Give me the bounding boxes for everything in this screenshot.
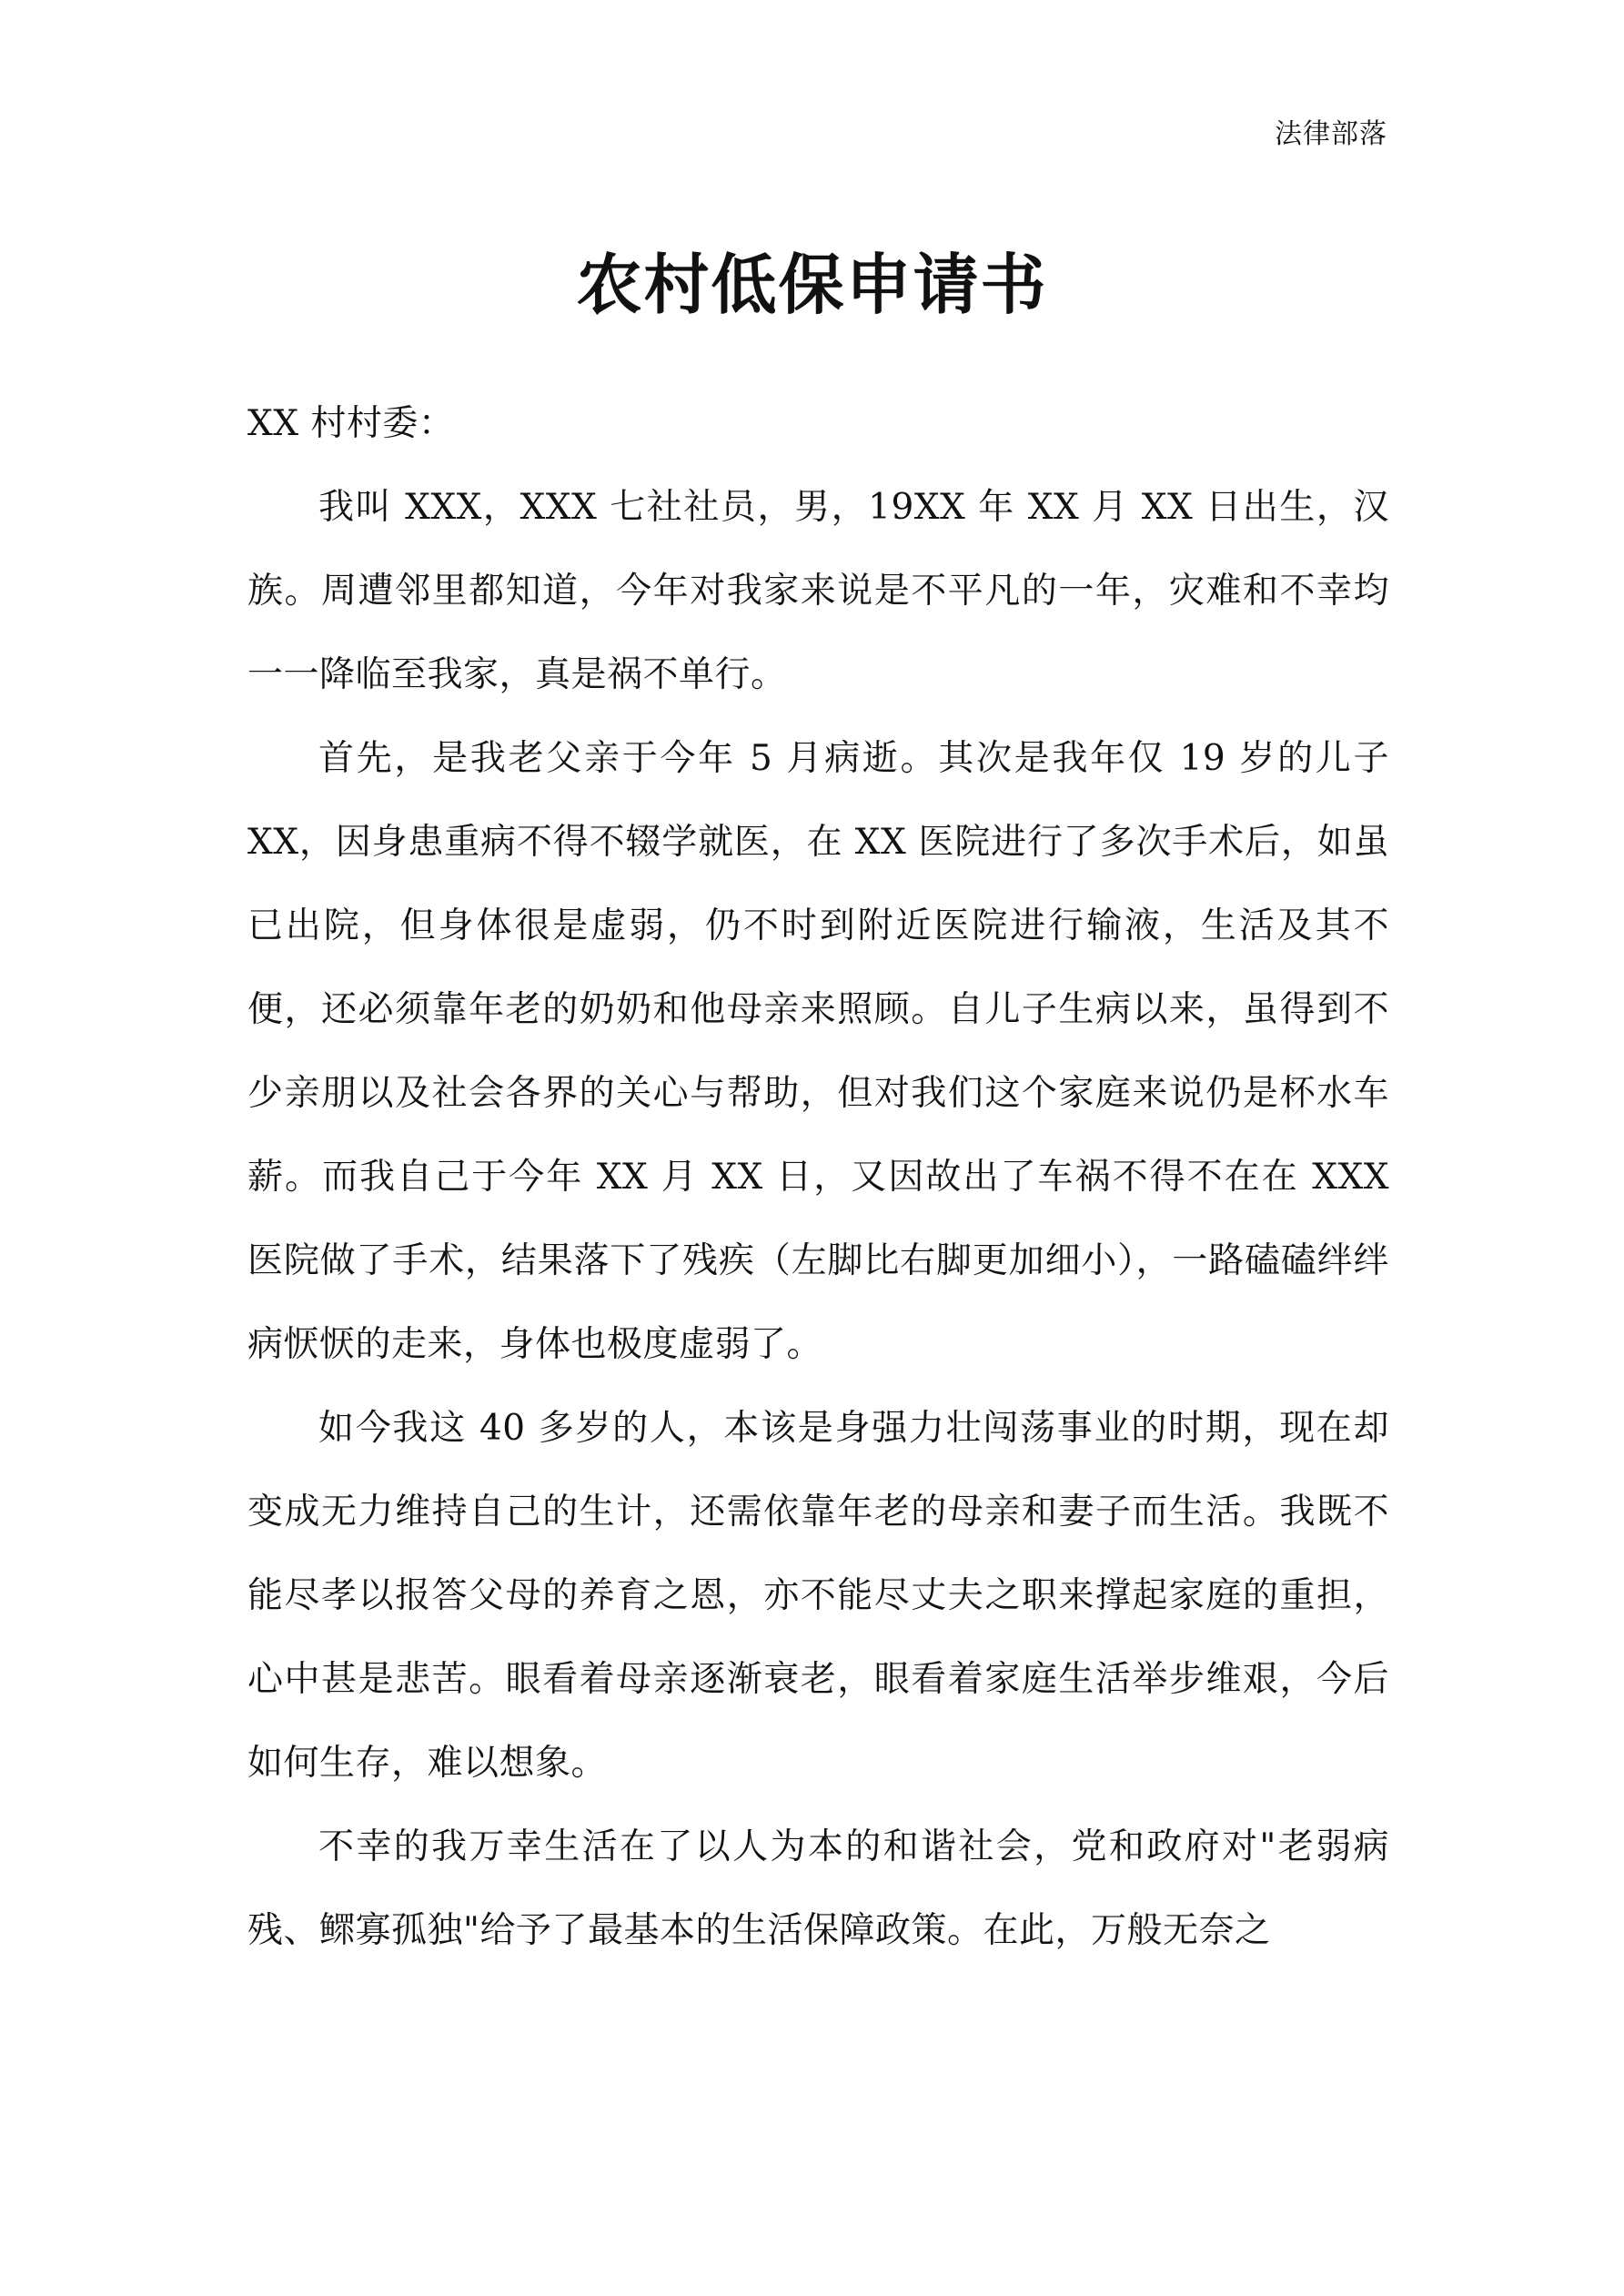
document-body xyxy=(247,382,1389,1973)
paragraph-1: 我叫 XXX，XXX 七社社员，男，19XX 年 XX 月 XX 日出生，汉族。周遭邻里都知道，今年对我家来说是不平凡的一年，灾难和不幸均一一降临至我家，真是祸不单行。 xyxy=(247,487,1389,695)
header-label: 法律部落 xyxy=(1275,118,1387,150)
paragraph-3: 如今我这 40 多岁的人，本该是身强力壮闯荡事业的时期，现在却变成无力维持自己的生计，还需依靠年老的母亲和妻子而生活。我既不能尽孝以报答父母的养育之恩，亦不能尽丈夫之职来撑起家庭的重担，心中甚是悲苦。眼看着母亲逐渐衰老，眼看着家庭生活举步维艰，今后如何生存，难以想象。 xyxy=(247,1408,1389,1784)
paragraph-2: 首先，是我老父亲于今年 5 月病逝。其次是我年仅 19 岁的儿子 XX，因身患重病不得不辍学就医，在 XX 医院进行了多次手术后，如虽已出院，但身体很是虚弱，仍不时到附近医院进行输液，生活及其不便，还必须靠年老的奶奶和他母亲来照顾。自儿子生病以来，虽得到不少亲朋以及社会各界的关心与帮助，但对我们这个家庭来说仍是杯水车薪。而我自己于今年 XX 月 XX 日，又因故出了车祸不得不在在 XXX 医院做了手术，结果落下了残疾（左脚比右脚更加细小），一路磕磕绊绊病恹恹的走来，身体也极度虚弱了。 xyxy=(247,738,1389,1365)
paragraph-4: 不幸的我万幸生活在了以人为本的和谐社会，党和政府对"老弱病残、鳏寡孤独"给予了最基本的生活保障政策。在此，万般无奈之 xyxy=(247,1826,1389,1951)
document-title: 农村低保申请书 xyxy=(576,246,1048,323)
salutation: XX 村村委： xyxy=(247,403,455,444)
